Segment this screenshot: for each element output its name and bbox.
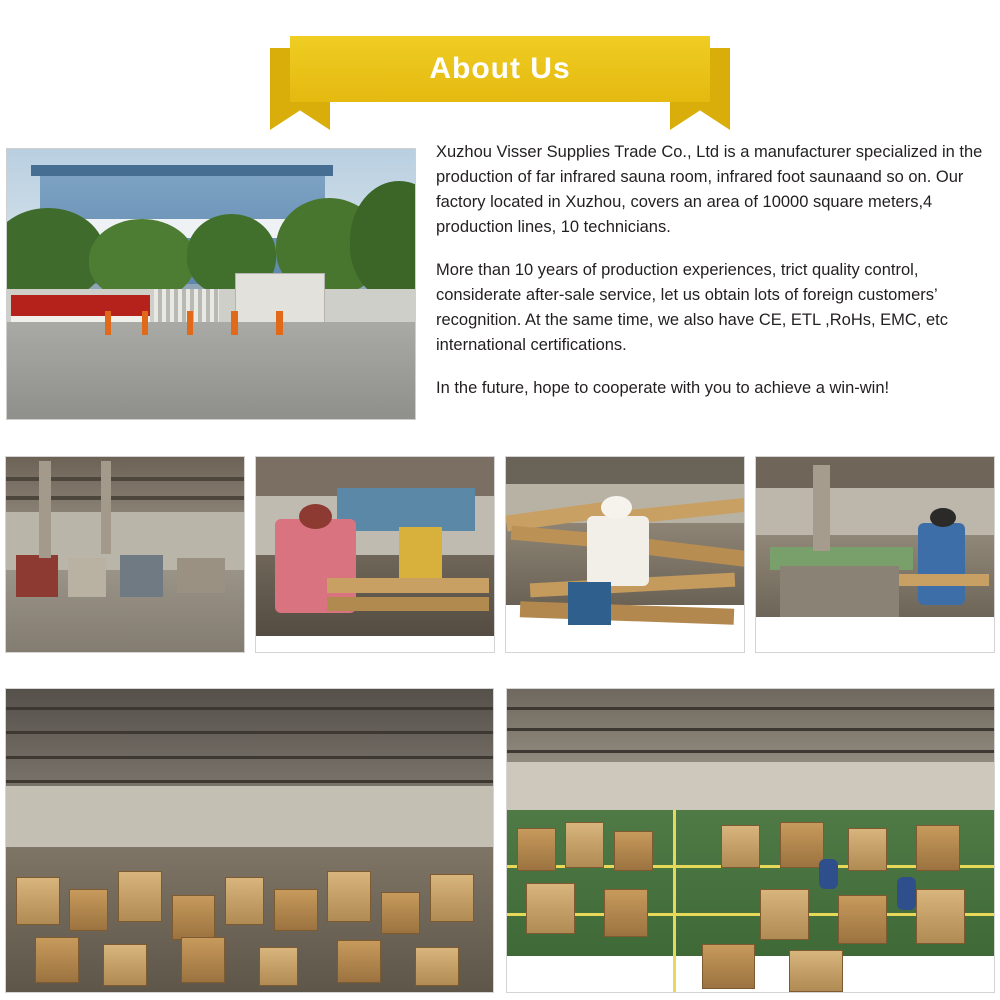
about-paragraph-2: More than 10 years of production experiences, trict quality control, considerate after-sale service, let us obtain lots of foreign customers’ recognition. At the same time, we also have CE, ETL ,RoHs, EMC, etc international certifications. <box>436 261 949 354</box>
about-paragraph-3: In the future, hope to cooperate with you to achieve a win-win! <box>436 379 890 397</box>
photo-workshop-machines <box>5 456 245 653</box>
photo-worker-sorting-timber <box>505 456 745 653</box>
page-title: About Us <box>429 52 571 85</box>
about-text <box>436 140 992 419</box>
photo-warehouse-green-floor <box>506 688 995 993</box>
gallery-row-large <box>0 688 1000 998</box>
about-paragraph-1: Xuzhou Visser Supplies Trade Co., Ltd is a manufacturer specialized in the production of far infrared sauna room, infrared foot saunaand so on. Our factory located in Xuzhou, covers an area of 10000 square meters,4 production lines, 10 technicians. <box>436 143 983 236</box>
banner <box>0 36 1000 118</box>
photo-warehouse-assembly <box>5 688 494 993</box>
intro-section <box>0 140 1000 430</box>
factory-gate-photo <box>6 148 416 420</box>
gallery-row-small <box>0 456 1000 661</box>
photo-worker-conveyor <box>755 456 995 653</box>
photo-worker-pink-jacket <box>255 456 495 653</box>
